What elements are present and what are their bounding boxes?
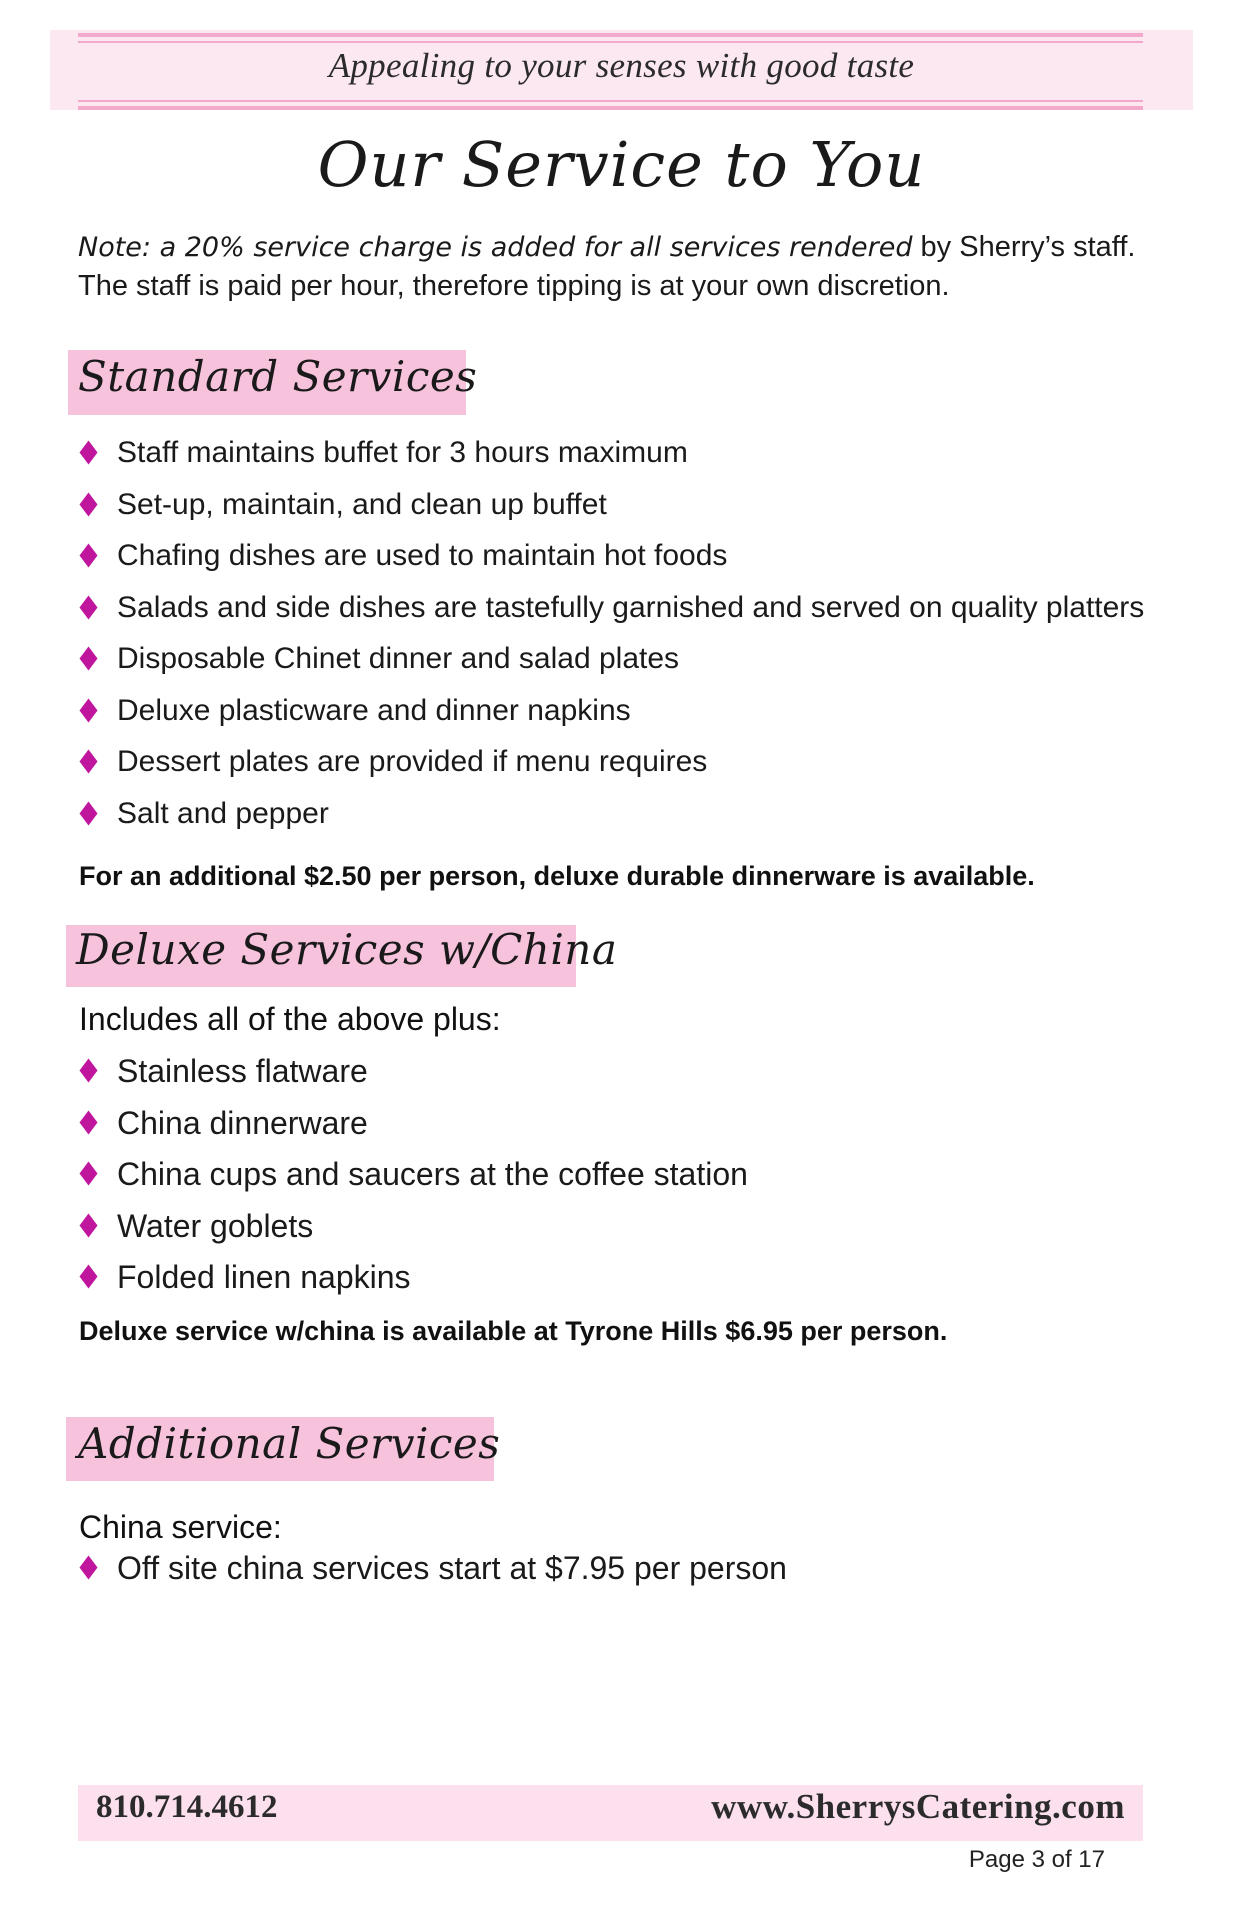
page-number: Page 3 of 17 (968, 1846, 1105, 1873)
footer-website-link[interactable]: www.SherrysCatering.com (711, 1787, 1125, 1826)
list-item: Stainless flatware (78, 1052, 748, 1104)
deluxe-services-list (78, 1052, 748, 1310)
diamond-bullet-icon (79, 1058, 97, 1082)
list-item: Salt and pepper (78, 796, 1144, 848)
list-item: Off site china services start at $7.95 per person (78, 1549, 787, 1601)
additional-services-heading: Additional Services (78, 1419, 501, 1468)
list-item: China dinnerware (78, 1104, 748, 1156)
header-tagline: Appealing to your senses with good taste (328, 46, 915, 85)
list-item: Deluxe plasticware and dinner napkins (78, 693, 1144, 745)
dinnerware-upgrade-note: For an additional $2.50 per person, deluxe durable dinnerware is available. (79, 861, 1035, 891)
diamond-bullet-icon (79, 1213, 97, 1237)
diamond-bullet-icon (79, 492, 97, 516)
list-item: Disposable Chinet dinner and salad plates (78, 641, 1144, 693)
note-italic: Note: a 20% service charge is added for all services rendered (78, 232, 913, 263)
deluxe-services-heading: Deluxe Services w/China (76, 925, 618, 974)
header-rule-bottom (78, 106, 1143, 110)
diamond-bullet-icon (79, 801, 97, 825)
list-item: Set-up, maintain, and clean up buffet (78, 487, 1144, 539)
deluxe-intro: Includes all of the above plus: (79, 1001, 501, 1037)
list-item: China cups and saucers at the coffee station (78, 1155, 748, 1207)
diamond-bullet-icon (79, 440, 97, 464)
header-rule-top-thin (78, 41, 1143, 43)
diamond-bullet-icon (79, 1555, 97, 1579)
header-rule-top (78, 33, 1143, 37)
additional-services-list (78, 1549, 787, 1601)
diamond-bullet-icon (79, 595, 97, 619)
diamond-bullet-icon (79, 646, 97, 670)
diamond-bullet-icon (79, 1264, 97, 1288)
diamond-bullet-icon (79, 1161, 97, 1185)
list-item: Folded linen napkins (78, 1258, 748, 1310)
china-service-label: China service: (79, 1509, 282, 1545)
diamond-bullet-icon (79, 749, 97, 773)
list-item: Staff maintains buffet for 3 hours maximum (78, 435, 1144, 487)
diamond-bullet-icon (79, 543, 97, 567)
note-rest: by Sherry’s staff. The staff is paid per hour, therefore tipping is at your own discretion. (78, 231, 1136, 302)
list-item: Chafing dishes are used to maintain hot foods (78, 538, 1144, 590)
header-rule-bottom-thin (78, 100, 1143, 102)
list-item: Water goblets (78, 1207, 748, 1259)
footer-phone: 810.714.4612 (96, 1789, 278, 1825)
standard-services-heading: Standard Services (78, 352, 478, 401)
list-item: Dessert plates are provided if menu requires (78, 744, 1144, 796)
list-item: Salads and side dishes are tastefully garnished and served on quality platters (78, 590, 1144, 642)
diamond-bullet-icon (79, 1110, 97, 1134)
page-title: Our Service to You (317, 128, 926, 201)
standard-services-list (78, 435, 1144, 847)
deluxe-price-note: Deluxe service w/china is available at Tyrone Hills $6.95 per person. (79, 1316, 948, 1346)
service-charge-note (78, 228, 1188, 305)
diamond-bullet-icon (79, 698, 97, 722)
